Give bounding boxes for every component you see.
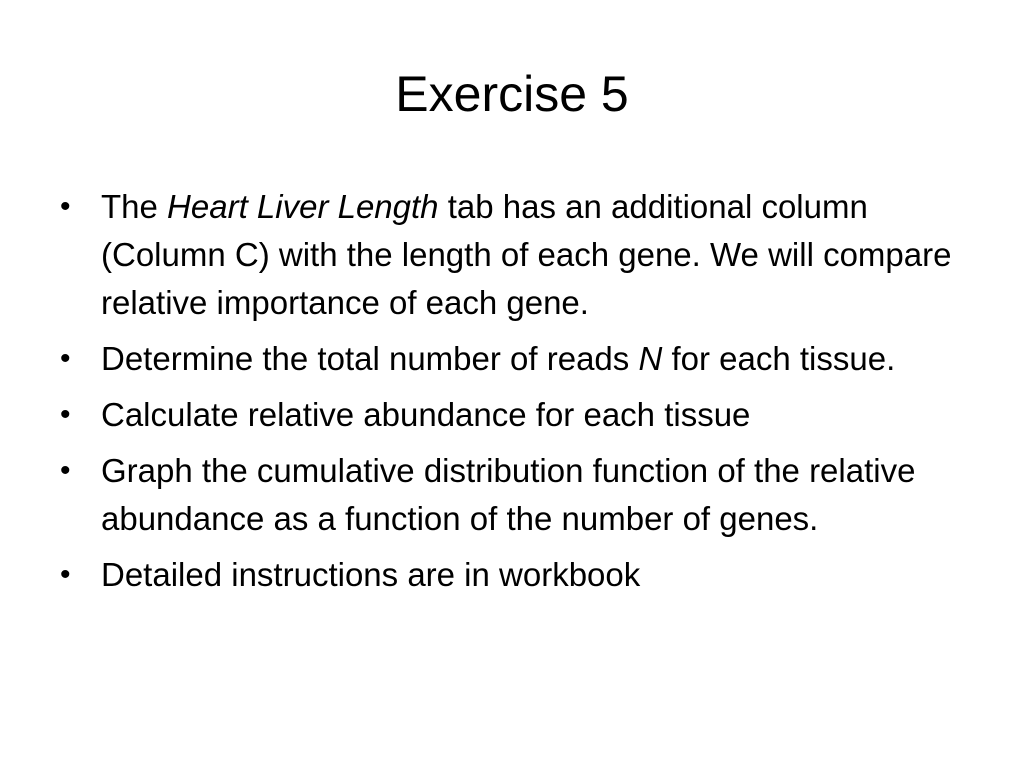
bullet-icon: • — [60, 454, 71, 487]
bullet-text — [101, 188, 951, 321]
bullet-text: Graph the cumulative distribution function of the relative abundance as a function of the number of genes. — [101, 452, 916, 537]
tab-name-emphasis: Heart Liver Length — [167, 188, 439, 225]
bullet-text — [101, 340, 895, 377]
bullet-text-pre: The — [101, 188, 168, 225]
bullet-text: Calculate relative abundance for each tissue — [101, 396, 751, 433]
bullet-text-post: for each tissue. — [662, 340, 896, 377]
bullet-icon: • — [60, 342, 71, 375]
bullet-item-total-reads — [56, 335, 976, 383]
bullet-item-instructions — [56, 551, 976, 599]
bullet-text-post: tab has an additional column (Column C) with the length of each gene. We will compare relative importance of each gene. — [101, 188, 952, 321]
bullet-list — [56, 183, 976, 607]
bullet-icon: • — [60, 398, 71, 431]
bullet-item-heart-liver-length — [56, 183, 976, 327]
variable-n-emphasis: N — [638, 340, 663, 377]
bullet-item-relative-abundance — [56, 391, 976, 439]
bullet-icon: • — [60, 190, 71, 223]
bullet-icon: • — [60, 558, 71, 591]
bullet-text: Detailed instructions are in workbook — [101, 556, 641, 593]
bullet-text-pre: Determine the total number of reads — [101, 340, 639, 377]
bullet-item-cdf-graph — [56, 447, 976, 543]
slide-title: Exercise 5 — [395, 66, 629, 122]
